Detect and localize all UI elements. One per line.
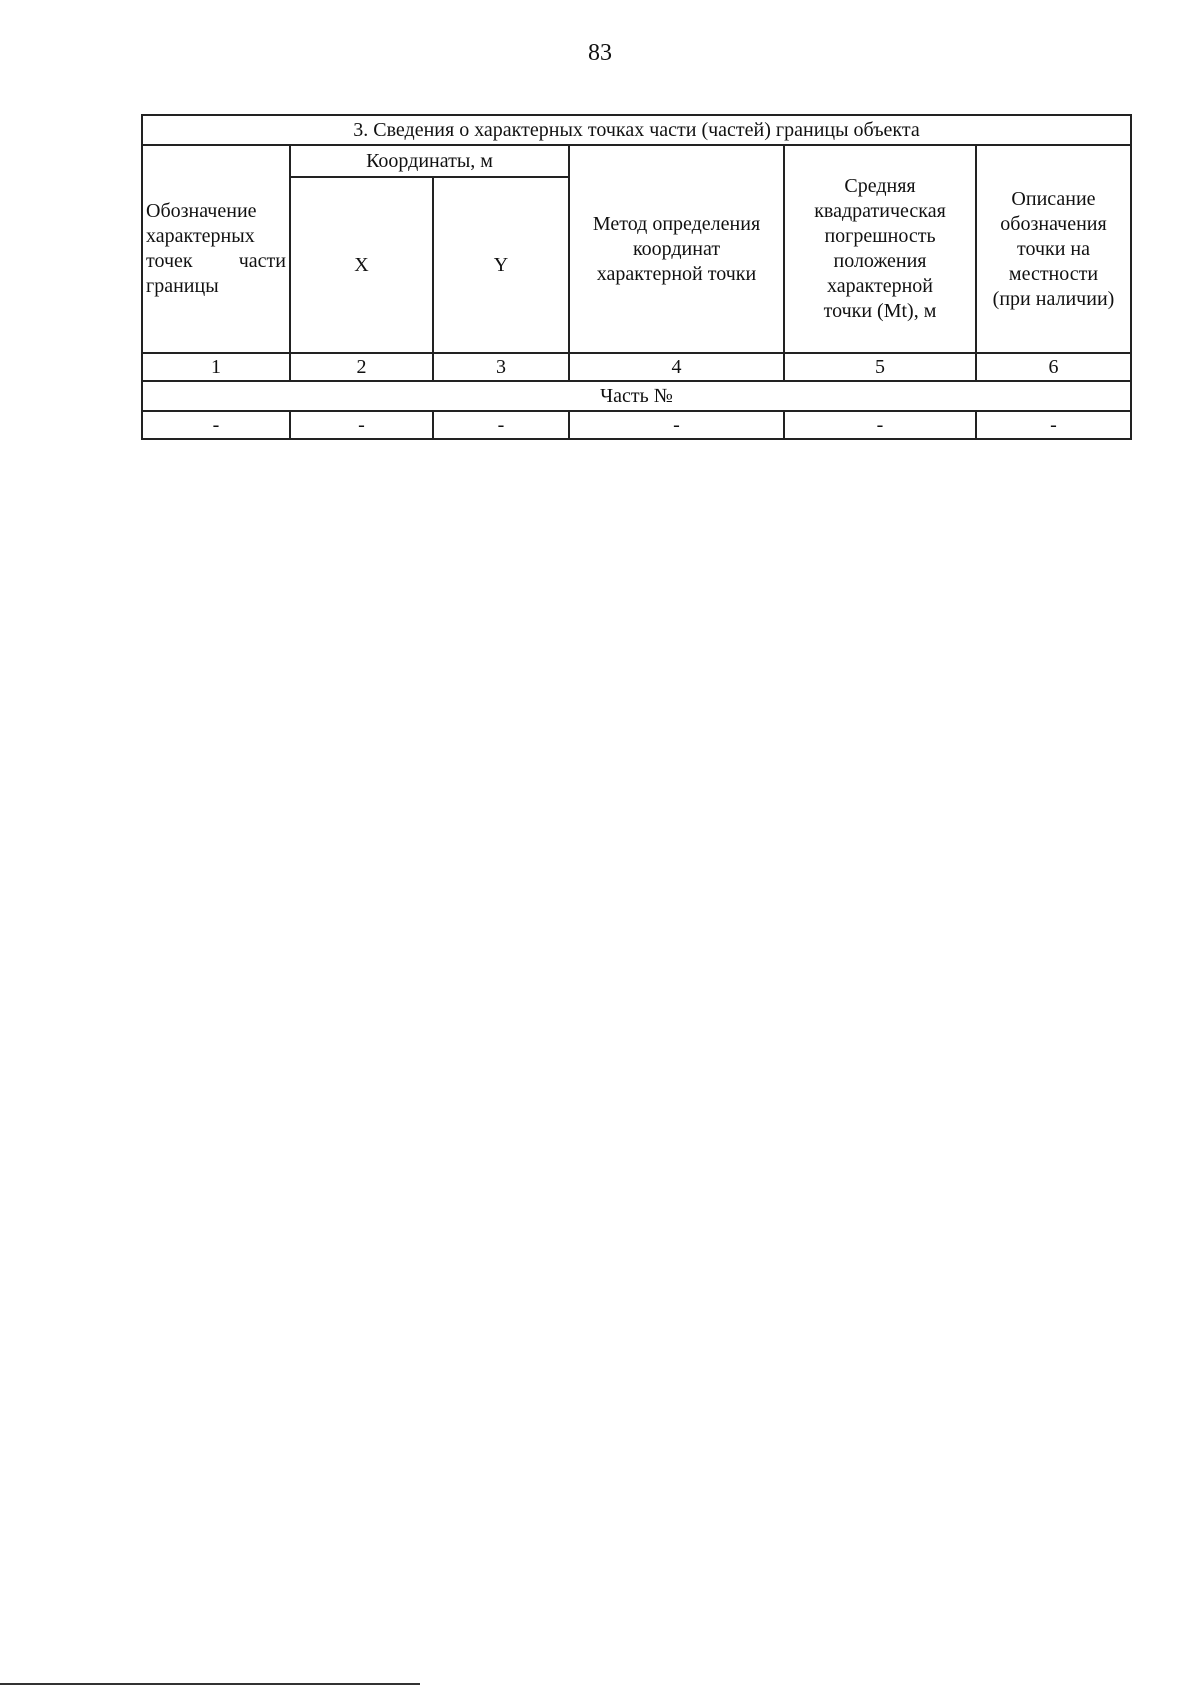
bottom-rule [0,1683,420,1685]
col-method-header [569,145,784,353]
table-cell: - [433,411,569,439]
page-number: 83 [588,40,612,66]
table-cell: - [142,411,290,439]
header-line: Обозначение [146,200,257,222]
col-x-header: X [290,177,433,353]
header-line: границы [146,275,219,297]
col-y-header: Y [433,177,569,353]
table-cell: - [976,411,1131,439]
header-line: характерной [827,275,933,297]
col-description-header [976,145,1131,353]
header-line: точки (Mt), м [823,300,937,322]
coordinates-header: Координаты, м [290,145,569,177]
table-cell: - [290,411,433,439]
header-line: местности [1008,262,1099,285]
table-cell: - [784,411,976,439]
table-cell: - [569,411,784,439]
header-line [146,249,286,274]
part-label: Часть № [142,381,1131,411]
header-line: квадратическая [814,200,946,222]
header-line: обозначения [1000,212,1107,235]
column-number: 5 [784,353,976,381]
header-line: характерных [146,225,255,247]
header-line: характерной точки [596,262,757,285]
header-line: Метод определения [592,212,761,235]
header-word: точек [146,250,193,272]
header-line: положения [833,250,927,272]
header-line: координат [632,237,721,260]
header-line: точки на [1016,237,1091,260]
boundary-points-table [141,114,1132,440]
column-number: 1 [142,353,290,381]
column-number: 6 [976,353,1131,381]
col-error-header [784,145,976,353]
header-line: (при наличии) [992,287,1115,310]
column-number: 4 [569,353,784,381]
column-number: 3 [433,353,569,381]
table-title: 3. Сведения о характерных точках части (частей) границы объекта [142,115,1131,145]
column-number: 2 [290,353,433,381]
header-line: Описание [1011,187,1096,210]
header-word: части [238,250,286,272]
col-designation-header [142,145,290,353]
header-line: погрешность [824,225,936,247]
header-line: Средняя [844,175,916,197]
